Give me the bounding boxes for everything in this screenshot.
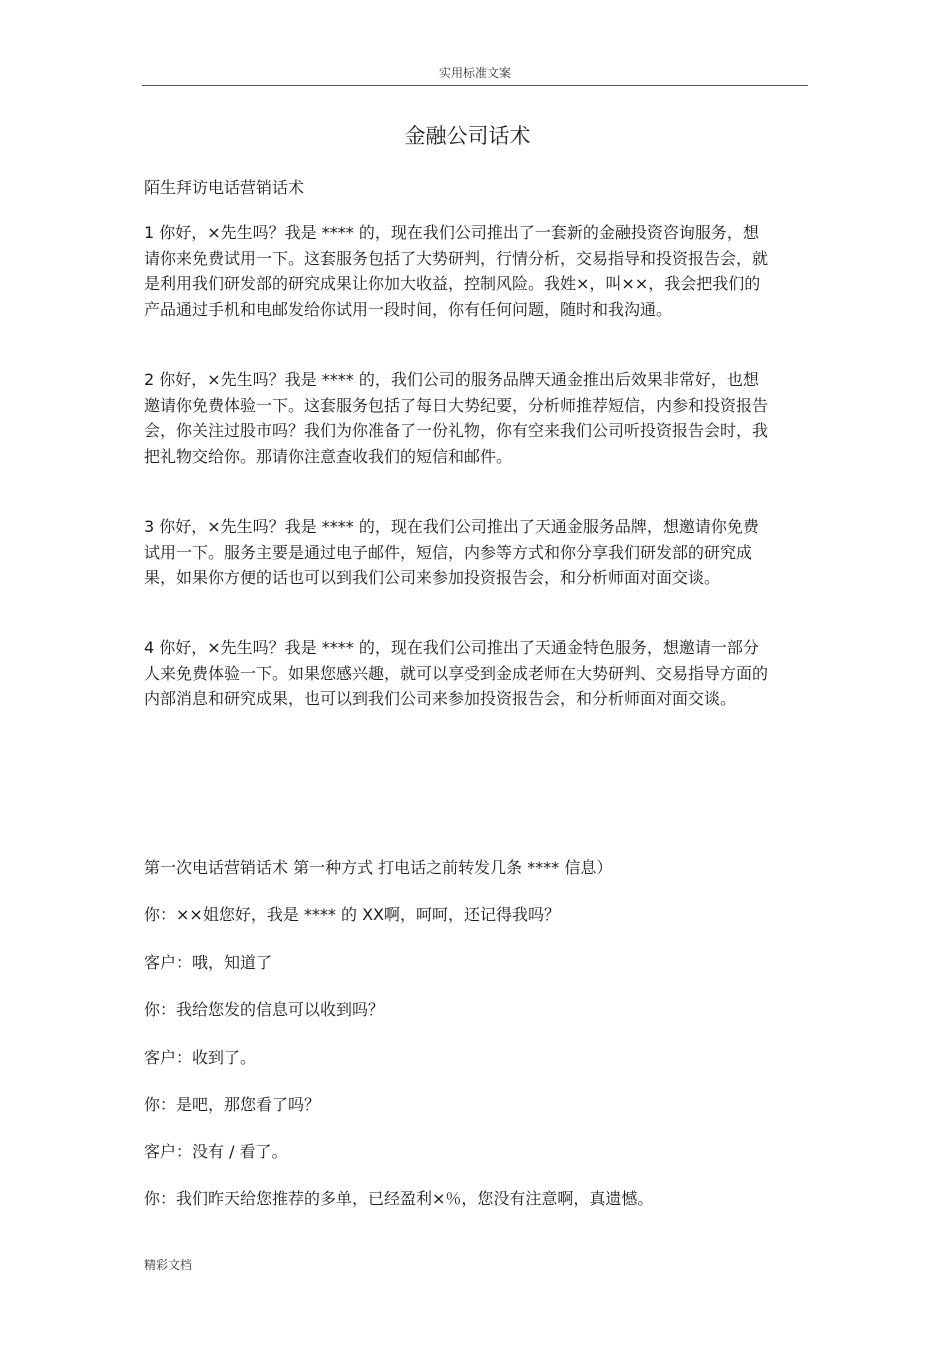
dialogue-line-6: 客户：没有 / 看了。	[144, 1142, 288, 1161]
script-paragraph-1: 1 你好，×先生吗？我是 **** 的，现在我们公司推出了一套新的金融投资咨询服务，想请你来免费试用一下。这套服务包括了大势研判，行情分析，交易指导和投资报告会，就是利用我们研发部的研究成果让你加大收益，控制风险。我姓×，叫××，我会把我们的产品通过手机和电邮发给你试用一段时间，你有任何问题，随时和我沟通。	[144, 223, 769, 319]
section-subtitle: 陌生拜访电话营销话术	[144, 178, 305, 197]
page-footer: 精彩文档	[144, 1258, 193, 1272]
dialogue-line-5: 你：是吧，那您看了吗？	[144, 1095, 321, 1114]
section-heading: 第一次电话营销话术 第一种方式 打电话之前转发几条 **** 信息）	[144, 858, 613, 877]
script-paragraph-2: 2 你好，×先生吗？我是 **** 的，我们公司的服务品牌天通金推出后效果非常好，也想邀请你免费体验一下。这套服务包括了每日大势纪要，分析师推荐短信，内参和投资报告会，你关注过股市吗？我们为你准备了一份礼物，你有空来我们公司听投资报告会时，我把礼物交给你。那请你注意查收我们的短信和邮件。	[144, 370, 769, 466]
page-header: 实用标准文案	[438, 66, 511, 80]
dialogue-line-4: 客户：收到了。	[144, 1048, 257, 1067]
dialogue-line-7: 你：我们昨天给您推荐的多单，已经盈利×％，您没有注意啊，真遗憾。	[144, 1189, 654, 1208]
dialogue-line-1: 你：××姐您好，我是 **** 的 XX啊，呵呵，还记得我吗？	[144, 905, 560, 924]
dialogue-line-3: 你：我给您发的信息可以收到吗？	[144, 1000, 385, 1019]
document-title: 金融公司话术	[404, 124, 531, 148]
script-paragraph-3: 3 你好，×先生吗？我是 **** 的，现在我们公司推出了天通金服务品牌，想邀请你免费试用一下。服务主要是通过电子邮件，短信，内参等方式和你分享我们研发部的研究成果，如果你方便的话也可以到我们公司来参加投资报告会，和分析师面对面交谈。	[144, 517, 759, 587]
dialogue-line-2: 客户：哦，知道了	[144, 953, 273, 972]
script-paragraph-4: 4 你好，×先生吗？我是 **** 的，现在我们公司推出了天通金特色服务，想邀请一部分人来免费体验一下。如果您感兴趣，就可以享受到金成老师在大势研判、交易指导方面的内部消息和研究成果，也可以到我们公司来参加投资报告会，和分析师面对面交谈。	[144, 638, 769, 708]
header-rule	[142, 85, 808, 86]
